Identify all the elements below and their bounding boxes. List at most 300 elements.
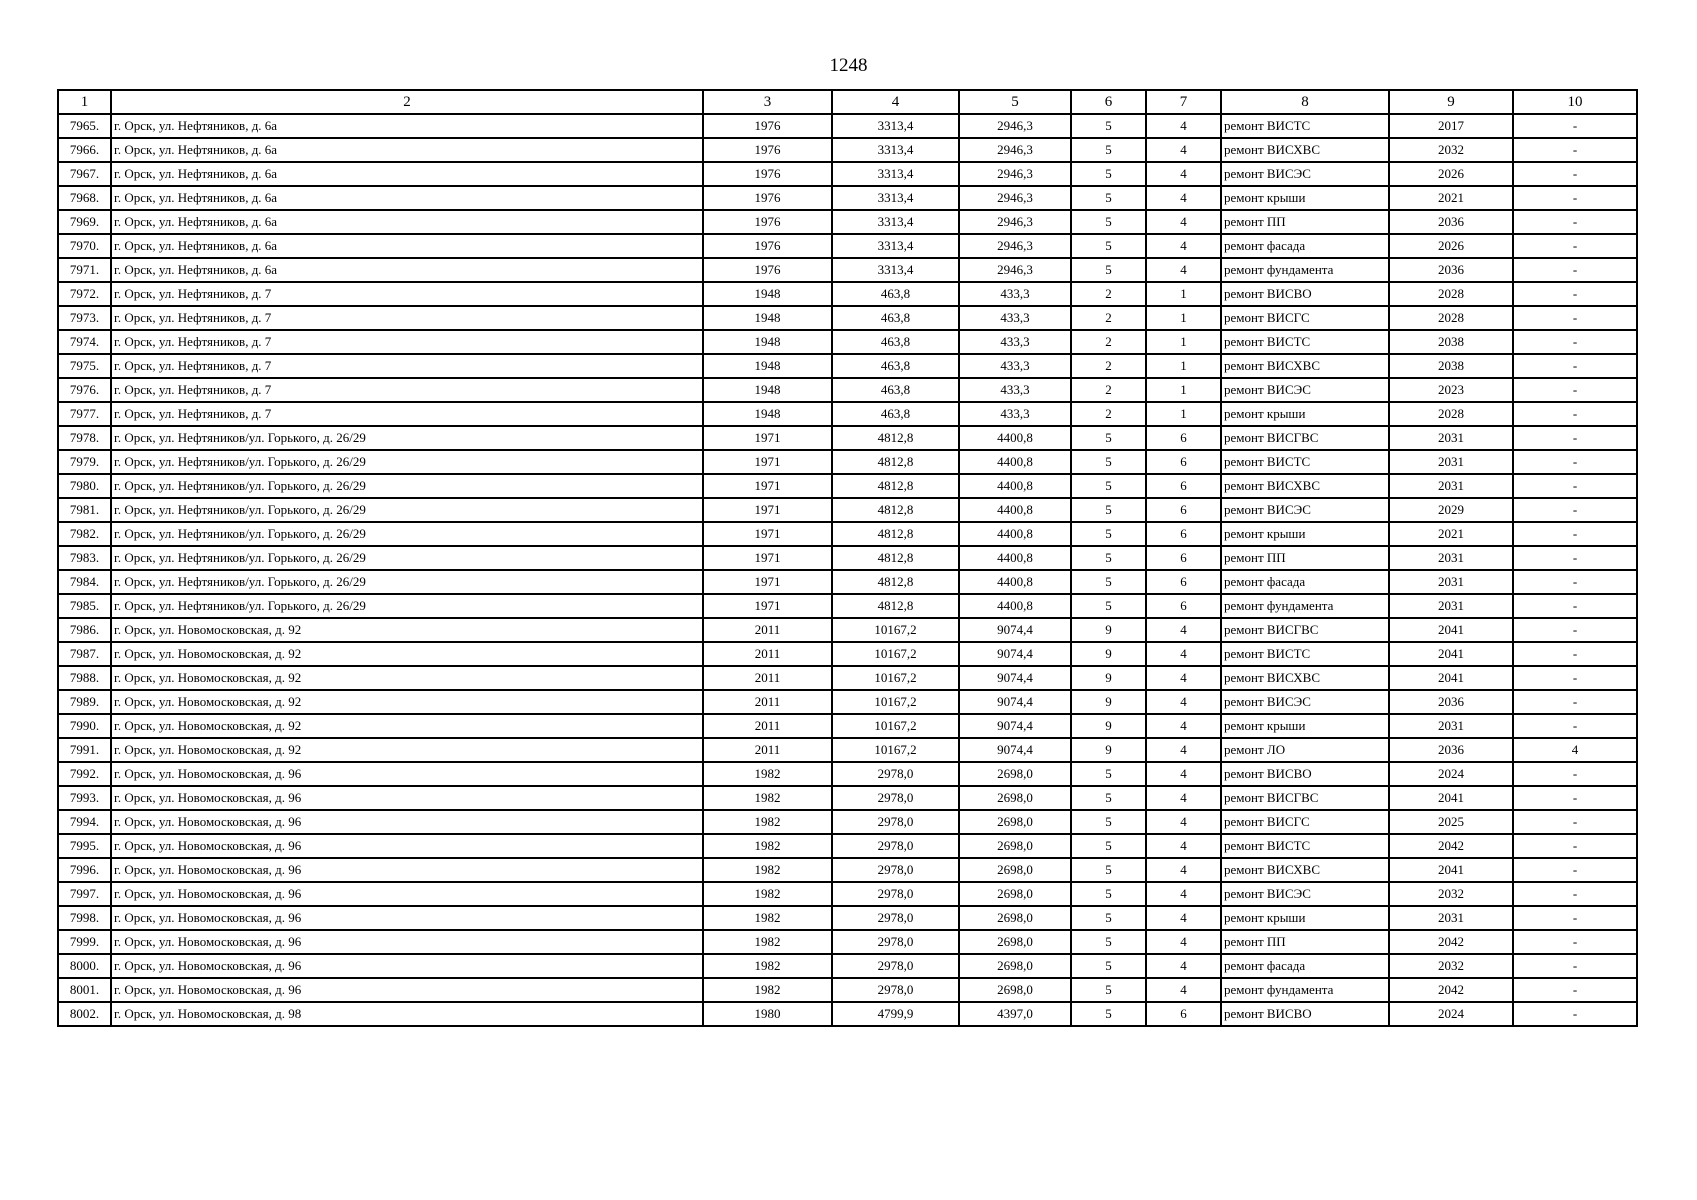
- cell-planned-year: 2032: [1389, 882, 1513, 906]
- table-row: [58, 378, 1637, 402]
- cell-address: г. Орск, ул. Новомосковская, д. 96: [111, 762, 703, 786]
- cell-address: г. Орск, ул. Нефтяников, д. 6а: [111, 162, 703, 186]
- cell-col10-value: -: [1513, 618, 1637, 642]
- cell-floors: 2: [1071, 282, 1146, 306]
- cell-living-area: 4400,8: [959, 546, 1071, 570]
- cell-entrances: 1: [1146, 282, 1221, 306]
- cell-planned-year: 2041: [1389, 642, 1513, 666]
- cell-row-number: 7998.: [58, 906, 111, 930]
- cell-living-area: 433,3: [959, 330, 1071, 354]
- cell-year-built: 1971: [703, 570, 832, 594]
- cell-living-area: 2698,0: [959, 882, 1071, 906]
- table-row: [58, 954, 1637, 978]
- repair-schedule-table: [57, 89, 1638, 1027]
- cell-row-number: 7972.: [58, 282, 111, 306]
- cell-planned-year: 2024: [1389, 1002, 1513, 1026]
- cell-year-built: 1982: [703, 930, 832, 954]
- cell-total-area: 2978,0: [832, 906, 959, 930]
- cell-address: г. Орск, ул. Нефтяников, д. 6а: [111, 210, 703, 234]
- cell-year-built: 2011: [703, 618, 832, 642]
- cell-address: г. Орск, ул. Нефтяников, д. 7: [111, 354, 703, 378]
- cell-total-area: 3313,4: [832, 258, 959, 282]
- cell-work-type: ремонт ПП: [1221, 546, 1389, 570]
- cell-living-area: 9074,4: [959, 738, 1071, 762]
- page-number: 1248: [829, 55, 868, 76]
- cell-total-area: 463,8: [832, 330, 959, 354]
- table-row: [58, 354, 1637, 378]
- cell-row-number: 7973.: [58, 306, 111, 330]
- cell-col10-value: -: [1513, 954, 1637, 978]
- cell-address: г. Орск, ул. Нефтяников/ул. Горького, д. 26/29: [111, 522, 703, 546]
- cell-work-type: ремонт фундамента: [1221, 978, 1389, 1002]
- table-row: [58, 858, 1637, 882]
- cell-address: г. Орск, ул. Новомосковская, д. 92: [111, 618, 703, 642]
- cell-living-area: 433,3: [959, 282, 1071, 306]
- cell-row-number: 7979.: [58, 450, 111, 474]
- column-header: 9: [1389, 90, 1513, 114]
- cell-living-area: 2698,0: [959, 978, 1071, 1002]
- cell-total-area: 463,8: [832, 306, 959, 330]
- table-row: [58, 546, 1637, 570]
- cell-entrances: 4: [1146, 618, 1221, 642]
- cell-year-built: 1971: [703, 498, 832, 522]
- cell-year-built: 1982: [703, 978, 832, 1002]
- cell-planned-year: 2031: [1389, 450, 1513, 474]
- cell-year-built: 1971: [703, 450, 832, 474]
- cell-work-type: ремонт ВИСГВС: [1221, 426, 1389, 450]
- cell-row-number: 8002.: [58, 1002, 111, 1026]
- cell-total-area: 4812,8: [832, 522, 959, 546]
- column-header: 10: [1513, 90, 1637, 114]
- cell-year-built: 2011: [703, 714, 832, 738]
- cell-total-area: 4812,8: [832, 498, 959, 522]
- cell-planned-year: 2028: [1389, 402, 1513, 426]
- cell-floors: 5: [1071, 570, 1146, 594]
- cell-address: г. Орск, ул. Нефтяников/ул. Горького, д. 26/29: [111, 498, 703, 522]
- cell-year-built: 1982: [703, 882, 832, 906]
- cell-col10-value: -: [1513, 234, 1637, 258]
- table-row: [58, 426, 1637, 450]
- cell-row-number: 7983.: [58, 546, 111, 570]
- table-row: [58, 498, 1637, 522]
- cell-work-type: ремонт крыши: [1221, 906, 1389, 930]
- cell-year-built: 1982: [703, 954, 832, 978]
- cell-work-type: ремонт фундамента: [1221, 594, 1389, 618]
- cell-col10-value: -: [1513, 114, 1637, 138]
- cell-living-area: 2698,0: [959, 834, 1071, 858]
- cell-total-area: 3313,4: [832, 210, 959, 234]
- cell-total-area: 4812,8: [832, 546, 959, 570]
- cell-row-number: 7976.: [58, 378, 111, 402]
- cell-col10-value: 4: [1513, 738, 1637, 762]
- cell-total-area: 3313,4: [832, 114, 959, 138]
- cell-work-type: ремонт ПП: [1221, 210, 1389, 234]
- cell-living-area: 4400,8: [959, 594, 1071, 618]
- cell-total-area: 2978,0: [832, 834, 959, 858]
- cell-address: г. Орск, ул. Нефтяников, д. 7: [111, 330, 703, 354]
- cell-planned-year: 2025: [1389, 810, 1513, 834]
- cell-row-number: 7991.: [58, 738, 111, 762]
- cell-planned-year: 2026: [1389, 162, 1513, 186]
- cell-floors: 9: [1071, 666, 1146, 690]
- cell-work-type: ремонт ВИСХВС: [1221, 666, 1389, 690]
- cell-year-built: 1948: [703, 330, 832, 354]
- cell-total-area: 10167,2: [832, 690, 959, 714]
- cell-living-area: 4400,8: [959, 522, 1071, 546]
- cell-planned-year: 2036: [1389, 690, 1513, 714]
- cell-work-type: ремонт ПП: [1221, 930, 1389, 954]
- cell-address: г. Орск, ул. Новомосковская, д. 92: [111, 642, 703, 666]
- cell-planned-year: 2023: [1389, 378, 1513, 402]
- cell-row-number: 7997.: [58, 882, 111, 906]
- cell-col10-value: -: [1513, 330, 1637, 354]
- table-row: [58, 570, 1637, 594]
- cell-year-built: 1982: [703, 762, 832, 786]
- cell-floors: 5: [1071, 426, 1146, 450]
- cell-col10-value: -: [1513, 138, 1637, 162]
- cell-col10-value: -: [1513, 930, 1637, 954]
- cell-planned-year: 2031: [1389, 474, 1513, 498]
- cell-total-area: 4812,8: [832, 474, 959, 498]
- cell-entrances: 1: [1146, 354, 1221, 378]
- cell-col10-value: -: [1513, 546, 1637, 570]
- cell-work-type: ремонт фасада: [1221, 954, 1389, 978]
- cell-planned-year: 2031: [1389, 546, 1513, 570]
- cell-living-area: 9074,4: [959, 642, 1071, 666]
- column-header: 6: [1071, 90, 1146, 114]
- cell-floors: 5: [1071, 906, 1146, 930]
- cell-entrances: 4: [1146, 834, 1221, 858]
- cell-planned-year: 2042: [1389, 834, 1513, 858]
- cell-address: г. Орск, ул. Новомосковская, д. 92: [111, 714, 703, 738]
- cell-entrances: 6: [1146, 450, 1221, 474]
- cell-year-built: 1982: [703, 786, 832, 810]
- cell-address: г. Орск, ул. Нефтяников, д. 6а: [111, 138, 703, 162]
- table-row: [58, 930, 1637, 954]
- cell-planned-year: 2032: [1389, 954, 1513, 978]
- cell-year-built: 2011: [703, 738, 832, 762]
- cell-floors: 5: [1071, 498, 1146, 522]
- cell-floors: 5: [1071, 138, 1146, 162]
- cell-work-type: ремонт крыши: [1221, 714, 1389, 738]
- cell-total-area: 4812,8: [832, 450, 959, 474]
- cell-floors: 5: [1071, 762, 1146, 786]
- column-header: 3: [703, 90, 832, 114]
- cell-floors: 9: [1071, 738, 1146, 762]
- cell-col10-value: -: [1513, 354, 1637, 378]
- cell-col10-value: -: [1513, 258, 1637, 282]
- cell-year-built: 1971: [703, 474, 832, 498]
- cell-col10-value: -: [1513, 450, 1637, 474]
- table-row: [58, 474, 1637, 498]
- cell-planned-year: 2029: [1389, 498, 1513, 522]
- cell-floors: 5: [1071, 522, 1146, 546]
- cell-living-area: 2946,3: [959, 162, 1071, 186]
- cell-entrances: 6: [1146, 522, 1221, 546]
- cell-year-built: 1982: [703, 810, 832, 834]
- cell-entrances: 4: [1146, 666, 1221, 690]
- cell-entrances: 4: [1146, 186, 1221, 210]
- cell-work-type: ремонт ВИСВО: [1221, 762, 1389, 786]
- cell-total-area: 4812,8: [832, 570, 959, 594]
- cell-total-area: 10167,2: [832, 642, 959, 666]
- cell-row-number: 7984.: [58, 570, 111, 594]
- cell-address: г. Орск, ул. Новомосковская, д. 98: [111, 1002, 703, 1026]
- cell-col10-value: -: [1513, 642, 1637, 666]
- cell-work-type: ремонт ВИСЭС: [1221, 498, 1389, 522]
- cell-work-type: ремонт ВИСТС: [1221, 114, 1389, 138]
- cell-planned-year: 2031: [1389, 570, 1513, 594]
- cell-entrances: 6: [1146, 474, 1221, 498]
- cell-planned-year: 2031: [1389, 594, 1513, 618]
- cell-address: г. Орск, ул. Новомосковская, д. 96: [111, 978, 703, 1002]
- table-row: [58, 786, 1637, 810]
- cell-total-area: 3313,4: [832, 186, 959, 210]
- cell-total-area: 4799,9: [832, 1002, 959, 1026]
- cell-work-type: ремонт ЛО: [1221, 738, 1389, 762]
- cell-entrances: 6: [1146, 426, 1221, 450]
- cell-planned-year: 2036: [1389, 258, 1513, 282]
- cell-col10-value: -: [1513, 858, 1637, 882]
- cell-entrances: 4: [1146, 954, 1221, 978]
- table-row: [58, 522, 1637, 546]
- cell-row-number: 7999.: [58, 930, 111, 954]
- cell-address: г. Орск, ул. Нефтяников, д. 6а: [111, 258, 703, 282]
- cell-col10-value: -: [1513, 786, 1637, 810]
- cell-total-area: 463,8: [832, 282, 959, 306]
- table-row: [58, 714, 1637, 738]
- cell-floors: 5: [1071, 234, 1146, 258]
- cell-col10-value: -: [1513, 282, 1637, 306]
- table-row: [58, 978, 1637, 1002]
- cell-address: г. Орск, ул. Нефтяников/ул. Горького, д. 26/29: [111, 546, 703, 570]
- table-row: [58, 114, 1637, 138]
- cell-living-area: 9074,4: [959, 690, 1071, 714]
- cell-col10-value: -: [1513, 498, 1637, 522]
- cell-floors: 9: [1071, 714, 1146, 738]
- cell-planned-year: 2031: [1389, 426, 1513, 450]
- cell-planned-year: 2032: [1389, 138, 1513, 162]
- cell-row-number: 7965.: [58, 114, 111, 138]
- cell-col10-value: -: [1513, 210, 1637, 234]
- cell-row-number: 7968.: [58, 186, 111, 210]
- cell-planned-year: 2041: [1389, 666, 1513, 690]
- cell-entrances: 4: [1146, 858, 1221, 882]
- table-row: [58, 138, 1637, 162]
- cell-row-number: 7981.: [58, 498, 111, 522]
- cell-row-number: 7967.: [58, 162, 111, 186]
- cell-row-number: 7993.: [58, 786, 111, 810]
- cell-entrances: 1: [1146, 330, 1221, 354]
- cell-total-area: 10167,2: [832, 618, 959, 642]
- cell-living-area: 433,3: [959, 306, 1071, 330]
- cell-living-area: 4400,8: [959, 474, 1071, 498]
- cell-entrances: 1: [1146, 402, 1221, 426]
- table-row: [58, 594, 1637, 618]
- cell-living-area: 2946,3: [959, 210, 1071, 234]
- cell-work-type: ремонт ВИСЭС: [1221, 378, 1389, 402]
- cell-year-built: 1980: [703, 1002, 832, 1026]
- cell-year-built: 2011: [703, 666, 832, 690]
- cell-living-area: 2946,3: [959, 138, 1071, 162]
- cell-year-built: 1982: [703, 834, 832, 858]
- cell-address: г. Орск, ул. Новомосковская, д. 96: [111, 930, 703, 954]
- cell-year-built: 1982: [703, 906, 832, 930]
- column-header: 4: [832, 90, 959, 114]
- cell-total-area: 2978,0: [832, 762, 959, 786]
- cell-entrances: 4: [1146, 762, 1221, 786]
- cell-entrances: 4: [1146, 210, 1221, 234]
- cell-address: г. Орск, ул. Нефтяников, д. 7: [111, 378, 703, 402]
- cell-year-built: 1948: [703, 402, 832, 426]
- cell-year-built: 1971: [703, 522, 832, 546]
- cell-work-type: ремонт ВИСГВС: [1221, 786, 1389, 810]
- table-row: [58, 162, 1637, 186]
- cell-col10-value: -: [1513, 594, 1637, 618]
- cell-floors: 5: [1071, 882, 1146, 906]
- cell-floors: 2: [1071, 402, 1146, 426]
- cell-work-type: ремонт ВИСТС: [1221, 642, 1389, 666]
- cell-work-type: ремонт крыши: [1221, 522, 1389, 546]
- cell-row-number: 7978.: [58, 426, 111, 450]
- cell-floors: 5: [1071, 474, 1146, 498]
- cell-total-area: 2978,0: [832, 882, 959, 906]
- cell-living-area: 2698,0: [959, 930, 1071, 954]
- cell-planned-year: 2021: [1389, 186, 1513, 210]
- cell-entrances: 6: [1146, 594, 1221, 618]
- cell-living-area: 2698,0: [959, 786, 1071, 810]
- cell-col10-value: -: [1513, 714, 1637, 738]
- cell-row-number: 7980.: [58, 474, 111, 498]
- cell-entrances: 4: [1146, 714, 1221, 738]
- cell-row-number: 7966.: [58, 138, 111, 162]
- cell-floors: 5: [1071, 594, 1146, 618]
- cell-work-type: ремонт ВИСТС: [1221, 834, 1389, 858]
- cell-address: г. Орск, ул. Нефтяников/ул. Горького, д. 26/29: [111, 450, 703, 474]
- cell-year-built: 2011: [703, 690, 832, 714]
- cell-col10-value: -: [1513, 186, 1637, 210]
- column-header: 8: [1221, 90, 1389, 114]
- cell-floors: 5: [1071, 186, 1146, 210]
- cell-living-area: 2946,3: [959, 258, 1071, 282]
- cell-planned-year: 2042: [1389, 978, 1513, 1002]
- cell-floors: 2: [1071, 330, 1146, 354]
- cell-entrances: 6: [1146, 498, 1221, 522]
- cell-col10-value: -: [1513, 570, 1637, 594]
- cell-work-type: ремонт ВИСВО: [1221, 1002, 1389, 1026]
- cell-col10-value: -: [1513, 882, 1637, 906]
- cell-work-type: ремонт ВИСХВС: [1221, 138, 1389, 162]
- cell-living-area: 2946,3: [959, 186, 1071, 210]
- cell-planned-year: 2028: [1389, 282, 1513, 306]
- cell-entrances: 6: [1146, 546, 1221, 570]
- cell-total-area: 2978,0: [832, 786, 959, 810]
- cell-year-built: 1976: [703, 234, 832, 258]
- table-row: [58, 234, 1637, 258]
- cell-living-area: 9074,4: [959, 714, 1071, 738]
- column-header: 1: [58, 90, 111, 114]
- cell-work-type: ремонт ВИСХВС: [1221, 474, 1389, 498]
- cell-total-area: 3313,4: [832, 138, 959, 162]
- cell-address: г. Орск, ул. Нефтяников, д. 7: [111, 306, 703, 330]
- table-row: [58, 618, 1637, 642]
- cell-floors: 5: [1071, 114, 1146, 138]
- cell-address: г. Орск, ул. Новомосковская, д. 96: [111, 834, 703, 858]
- cell-living-area: 4400,8: [959, 498, 1071, 522]
- cell-entrances: 4: [1146, 810, 1221, 834]
- cell-planned-year: 2031: [1389, 906, 1513, 930]
- cell-row-number: 7994.: [58, 810, 111, 834]
- cell-col10-value: -: [1513, 378, 1637, 402]
- cell-total-area: 2978,0: [832, 858, 959, 882]
- cell-year-built: 1971: [703, 594, 832, 618]
- cell-year-built: 1976: [703, 210, 832, 234]
- cell-planned-year: 2038: [1389, 330, 1513, 354]
- cell-total-area: 2978,0: [832, 978, 959, 1002]
- cell-year-built: 1976: [703, 138, 832, 162]
- cell-total-area: 4812,8: [832, 426, 959, 450]
- table-body: [58, 114, 1637, 1026]
- table-row: [58, 690, 1637, 714]
- cell-entrances: 4: [1146, 138, 1221, 162]
- cell-work-type: ремонт крыши: [1221, 186, 1389, 210]
- cell-address: г. Орск, ул. Новомосковская, д. 96: [111, 786, 703, 810]
- cell-work-type: ремонт ВИСХВС: [1221, 858, 1389, 882]
- cell-work-type: ремонт ВИСЭС: [1221, 690, 1389, 714]
- cell-work-type: ремонт фундамента: [1221, 258, 1389, 282]
- cell-address: г. Орск, ул. Нефтяников, д. 7: [111, 402, 703, 426]
- cell-row-number: 7982.: [58, 522, 111, 546]
- cell-living-area: 9074,4: [959, 618, 1071, 642]
- table-row: [58, 666, 1637, 690]
- cell-planned-year: 2021: [1389, 522, 1513, 546]
- cell-entrances: 4: [1146, 978, 1221, 1002]
- cell-living-area: 2698,0: [959, 906, 1071, 930]
- cell-year-built: 1982: [703, 858, 832, 882]
- cell-row-number: 7969.: [58, 210, 111, 234]
- cell-row-number: 7995.: [58, 834, 111, 858]
- cell-work-type: ремонт фасада: [1221, 234, 1389, 258]
- cell-living-area: 2698,0: [959, 810, 1071, 834]
- cell-floors: 5: [1071, 930, 1146, 954]
- cell-year-built: 1948: [703, 354, 832, 378]
- cell-work-type: ремонт фасада: [1221, 570, 1389, 594]
- cell-year-built: 1971: [703, 426, 832, 450]
- cell-entrances: 4: [1146, 114, 1221, 138]
- table-row: [58, 306, 1637, 330]
- cell-col10-value: -: [1513, 426, 1637, 450]
- cell-entrances: 4: [1146, 738, 1221, 762]
- cell-year-built: 1971: [703, 546, 832, 570]
- column-header: 5: [959, 90, 1071, 114]
- cell-floors: 2: [1071, 378, 1146, 402]
- cell-planned-year: 2041: [1389, 858, 1513, 882]
- cell-col10-value: -: [1513, 522, 1637, 546]
- cell-col10-value: -: [1513, 666, 1637, 690]
- cell-col10-value: -: [1513, 690, 1637, 714]
- cell-living-area: 2698,0: [959, 954, 1071, 978]
- cell-entrances: 4: [1146, 786, 1221, 810]
- cell-address: г. Орск, ул. Нефтяников/ул. Горького, д. 26/29: [111, 594, 703, 618]
- cell-row-number: 7990.: [58, 714, 111, 738]
- cell-floors: 9: [1071, 618, 1146, 642]
- table-row: [58, 282, 1637, 306]
- header-row: [58, 90, 1637, 114]
- cell-work-type: ремонт ВИСГС: [1221, 810, 1389, 834]
- cell-year-built: 1976: [703, 258, 832, 282]
- cell-floors: 5: [1071, 1002, 1146, 1026]
- cell-row-number: 7996.: [58, 858, 111, 882]
